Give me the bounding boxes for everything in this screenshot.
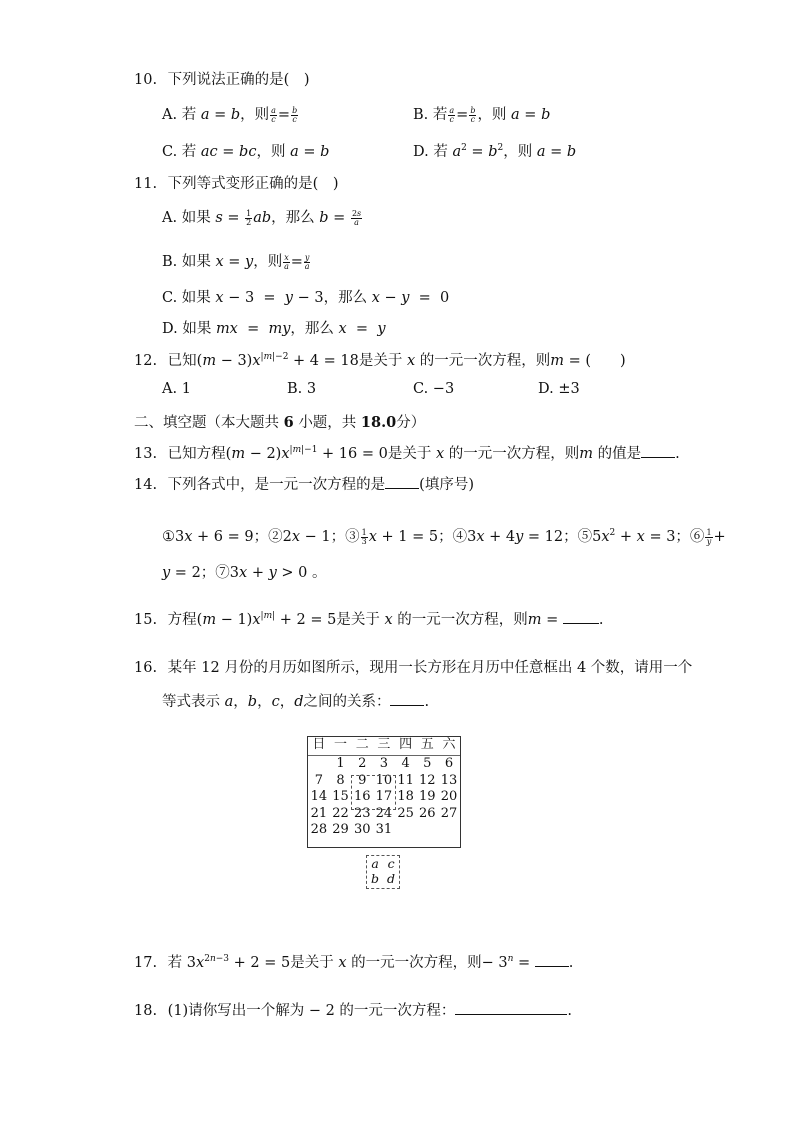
q18-line: 18. (1)请你写出一个解为 − 2 的一元一次方程： .	[134, 1003, 573, 1019]
q16-answer-blank[interactable]	[390, 693, 424, 706]
q14-equations-line1: ①3x + 6 = 9；②2x − 1；③ $\frac{1}{3}$ x + 1 = 5；④3x + 4y = 12；$⑤5x^2 + x = 3$；⑥ $\frac{1}{y}$ +	[162, 527, 726, 546]
q11-option-d: D. 如果 mx = my，那么 x = y	[162, 321, 386, 337]
q10-stem: 下列说法正确的是( )	[167, 72, 310, 88]
calendar-day-cell: 18	[397, 789, 414, 804]
calendar-day-cell: 9	[358, 772, 367, 788]
q10-number: 10.	[134, 72, 158, 88]
q14-line: 14. 下列各式中，是一元一次方程的是 (填序号)	[134, 477, 474, 493]
q15-line: 15. 方程$(m - 1)x^{|m|} + 2 = 5$是关于 x 的一元一次方程，则m = .	[134, 611, 604, 628]
calendar-selection-box	[351, 772, 396, 810]
calendar-day-cell: 24	[375, 805, 393, 821]
calendar-figure	[307, 736, 461, 848]
calendar-day-cell: 30	[353, 822, 371, 837]
calendar-day-cell: 25	[397, 805, 414, 821]
q11-option-b: B. 如果 x = y，则 $\frac{x}{a}$ = $\frac{y}{a}$	[162, 252, 310, 271]
calendar-day-cell: 20	[440, 789, 458, 804]
calendar-header-2: 二	[355, 737, 369, 752]
q12-option-c: C. −3	[413, 381, 455, 397]
q15-answer-blank[interactable]	[563, 611, 599, 624]
q10-option-a: A. 若 a = b，则 $\frac{a}{c}$ = $\frac{b}{c}$	[162, 105, 298, 124]
calendar-header-1: 一	[334, 737, 348, 752]
calendar-day-cell: 22	[332, 805, 349, 821]
calendar-header-4: 四	[399, 737, 413, 752]
calendar-day-cell	[395, 822, 417, 839]
calendar-header-5: 五	[420, 737, 434, 752]
label-b: b	[370, 871, 379, 886]
q12-option-d: D. ±3	[538, 381, 580, 397]
q11-option-a: A. 如果 s = $\frac{1}{2}$ ab，那么 b = $\frac{2s}{a}$	[162, 208, 362, 227]
q13-answer-blank[interactable]	[641, 445, 675, 458]
q13-line: 13. 已知方程$(m - 2)x^{|m|-1} + 16 = 0$是关于 x 的一元一次方程，则m 的值是 .	[134, 445, 680, 462]
calendar-day-cell: 17	[375, 789, 393, 804]
calendar-week-row	[308, 756, 460, 773]
label-a: a	[371, 856, 379, 871]
calendar-day-cell: 29	[332, 822, 349, 837]
q14-answer-blank[interactable]	[385, 476, 419, 489]
calendar-day-cell: 6	[444, 756, 454, 771]
calendar-day-cell: 28	[310, 822, 328, 837]
section-heading: 二、填空题（本大题共 6 小题，共 18.0分）	[134, 414, 426, 431]
q11-option-c: C. 如果 x − 3 = y − 3，那么 x − y = 0	[162, 290, 450, 306]
q18-answer-blank[interactable]	[455, 1002, 567, 1015]
q12-option-b: B. 3	[287, 381, 317, 397]
calendar-day-cell: 8	[336, 772, 345, 788]
calendar-day-cell: 19	[419, 789, 436, 804]
calendar-header-3: 三	[377, 737, 391, 752]
calendar-day-cell: 10	[375, 772, 393, 788]
q10-option-c: C. 若 ac = bc，则 a = b	[162, 144, 330, 160]
calendar-day-cell: 23	[353, 805, 371, 821]
q16-line2: 等式表示 a，b，c，d之间的关系： .	[162, 694, 430, 710]
calendar-day-cell: 15	[332, 789, 349, 804]
calendar-day-cell: 16	[353, 789, 371, 804]
calendar-day-cell: 1	[336, 756, 345, 771]
calendar-week-row	[308, 822, 460, 839]
abcd-box-figure	[366, 855, 400, 889]
label-d: d	[386, 871, 395, 886]
q14-equations-line2: y = 2；⑦3x + y > 0 。	[162, 565, 327, 581]
calendar-day-cell: 11	[397, 772, 414, 788]
q12-line: 12. 已知$(m - 3)x^{|m|-2} + 4 = 18$是关于 x 的一元一次方程，则m = ( )	[134, 352, 626, 369]
q11-stem: 下列等式变形正确的是( )	[167, 176, 339, 192]
q10-option-d: D. 若 $a^2 = b^2$，则 a = b	[413, 143, 577, 160]
calendar-header-0: 日	[312, 737, 326, 752]
calendar-day-cell: 4	[401, 756, 410, 771]
calendar-day-cell	[416, 822, 438, 839]
label-c: c	[387, 856, 395, 871]
q11-number: 11.	[134, 176, 158, 192]
q10-line	[134, 68, 310, 89]
calendar-day-cell: 5	[423, 756, 432, 771]
calendar-day-cell: 12	[419, 772, 436, 788]
calendar-day-cell: 26	[419, 805, 436, 821]
calendar-header-row	[308, 737, 460, 756]
calendar-day-cell: 21	[310, 805, 328, 821]
q17-answer-blank[interactable]	[535, 954, 569, 967]
q10-option-b: B. 若 $\frac{a}{c}$ = $\frac{b}{c}$ ，则 a = b	[413, 105, 551, 124]
q16-line1: 16. 某年 12 月份的月历如图所示，现用一长方形在月历中任意框出 4 个数，请用一个	[134, 660, 693, 676]
calendar-day-cell: 31	[375, 822, 393, 837]
q17-line: 17. 若 $3x^{2n-3} + 2 = 5$是关于 x 的一元一次方程，则− $3^n$ = .	[134, 954, 574, 971]
calendar-day-cell: 14	[310, 789, 328, 804]
calendar-day-cell: 7	[314, 772, 323, 788]
calendar-day-cell: 13	[440, 772, 458, 788]
calendar-day-cell: 27	[440, 805, 458, 821]
calendar-day-cell: 2	[358, 756, 367, 771]
calendar-day-cell	[308, 756, 330, 773]
q12-option-a: A. 1	[162, 381, 191, 397]
calendar-day-cell	[438, 822, 460, 839]
q11-line	[134, 172, 339, 193]
calendar-header-6: 六	[442, 737, 456, 752]
calendar-day-cell: 3	[379, 756, 389, 771]
